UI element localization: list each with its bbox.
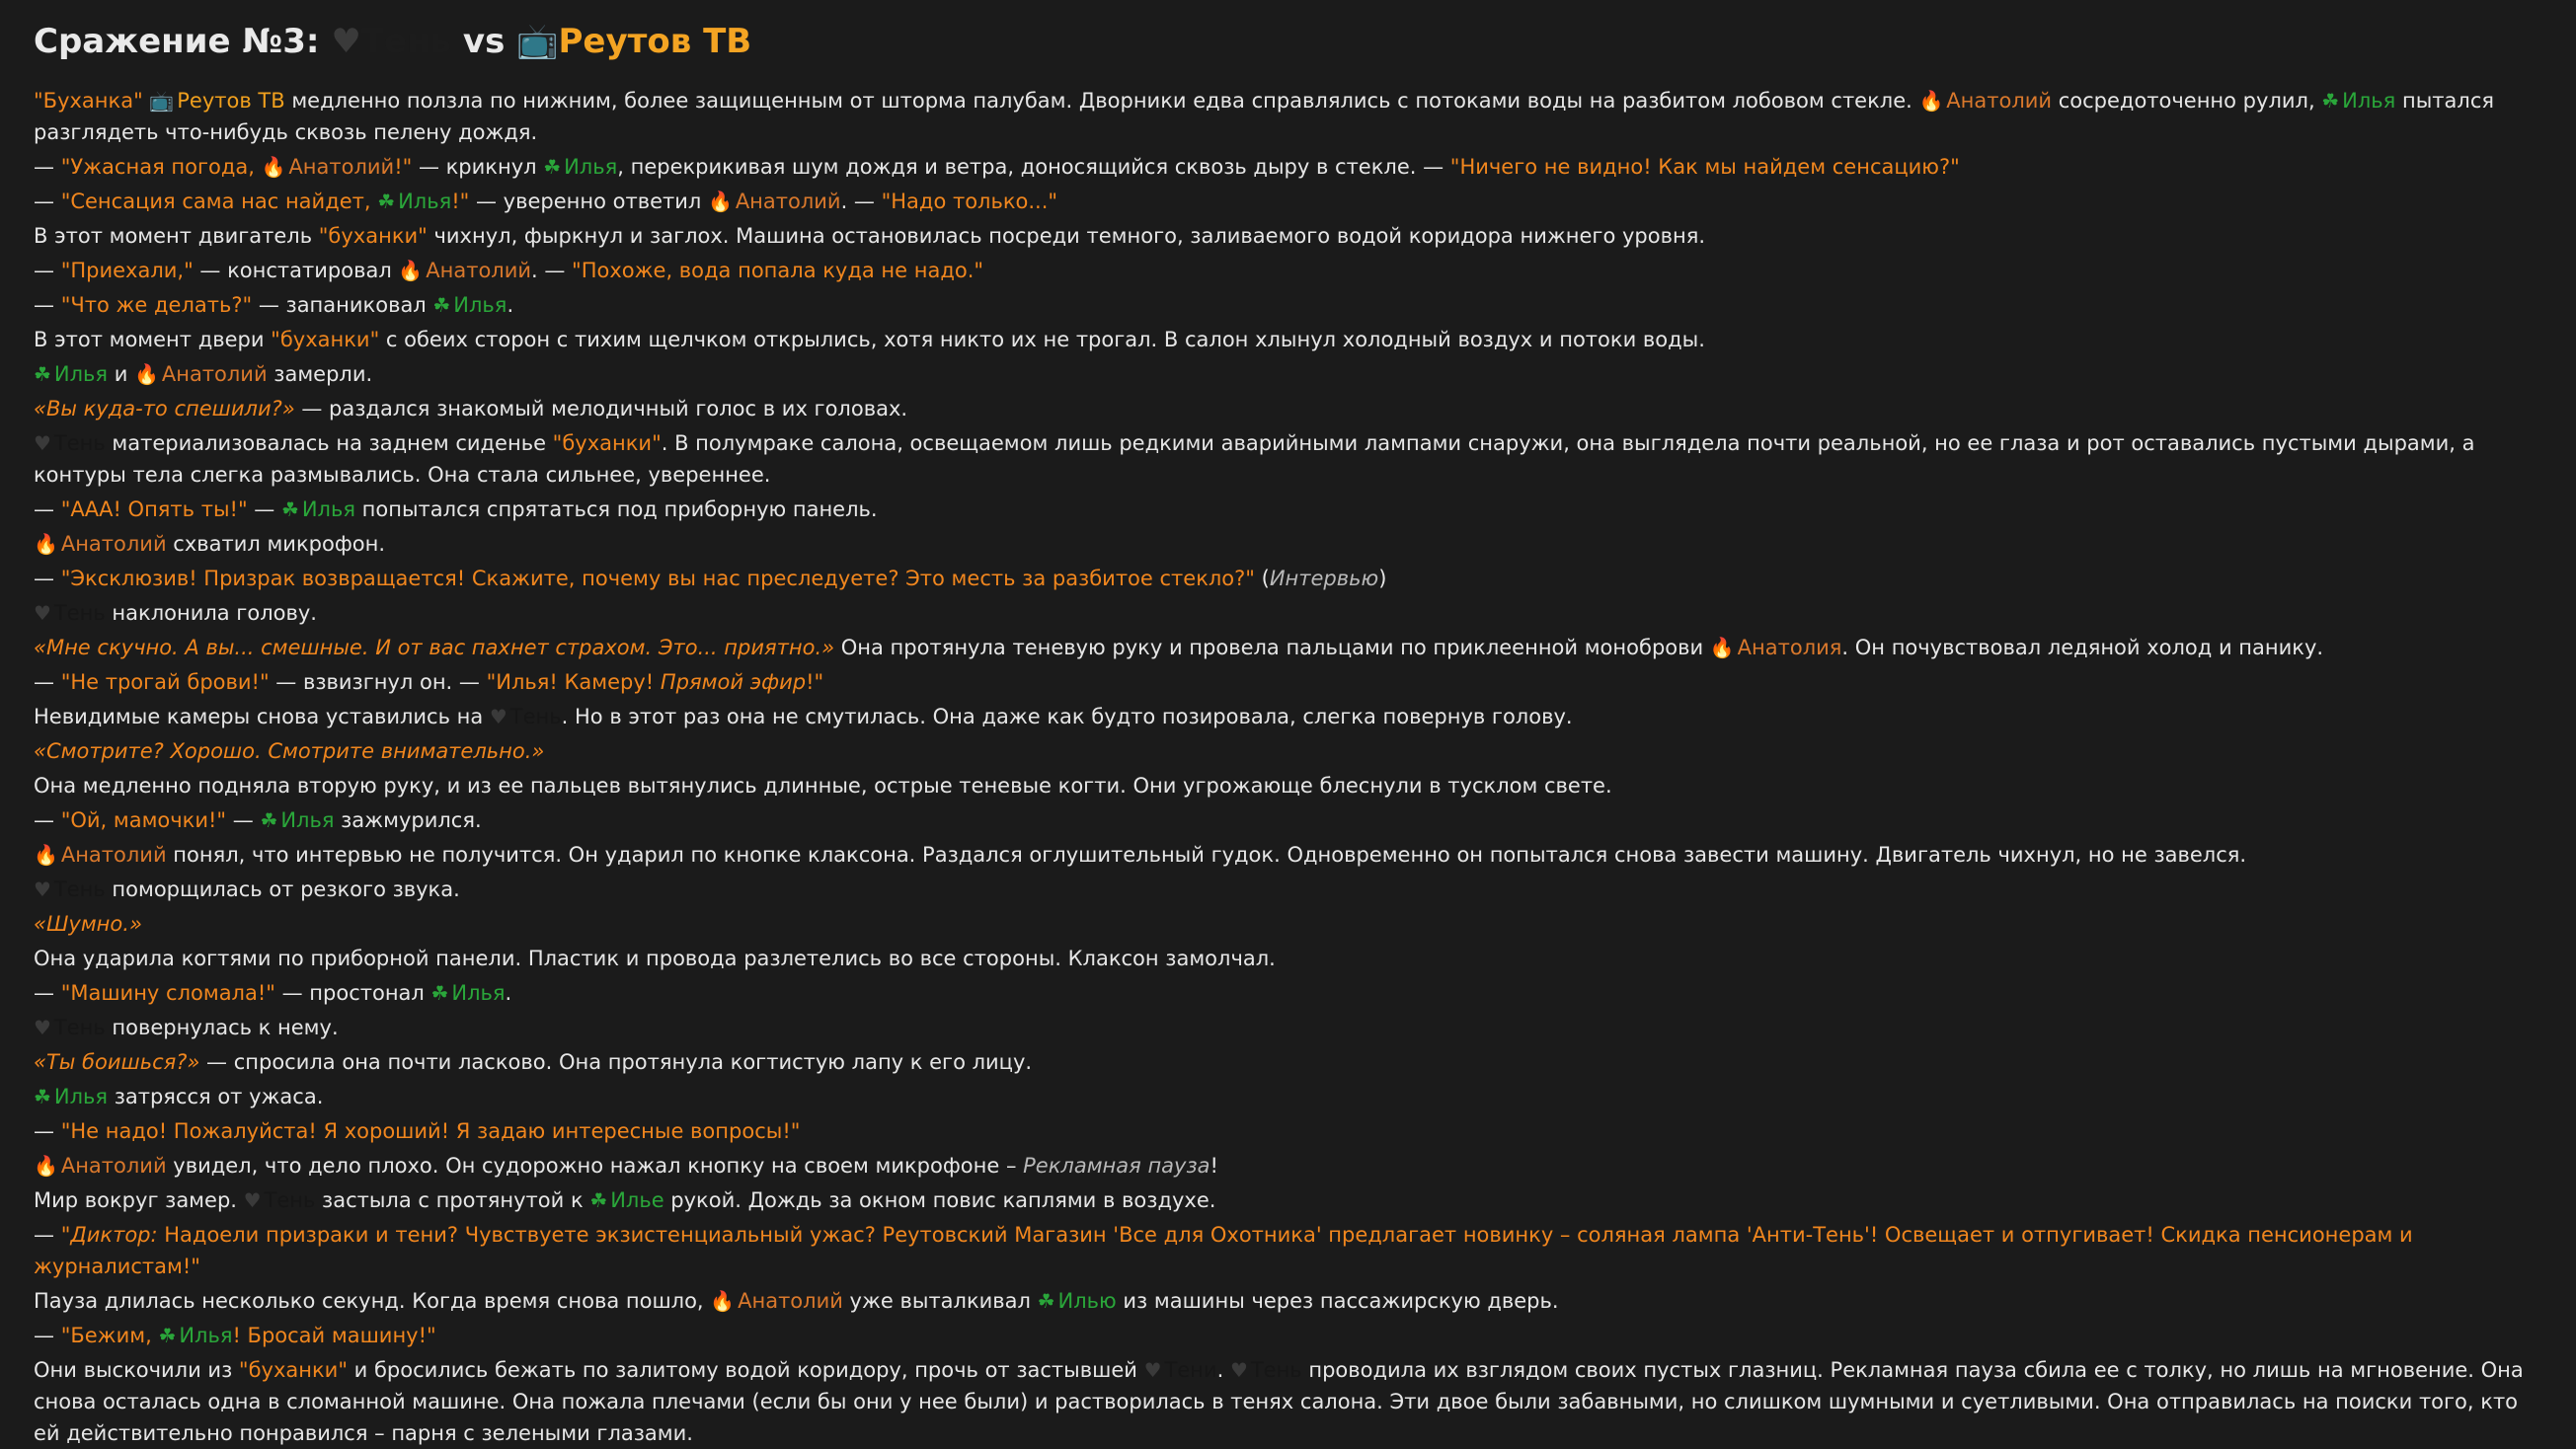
character-name: Анатолий xyxy=(161,362,268,386)
narration-text: . — xyxy=(531,259,573,282)
narration-text: — простонал xyxy=(274,981,431,1005)
story-line xyxy=(34,1012,2542,1043)
narration-text: — xyxy=(34,1119,61,1143)
character-name: Илья xyxy=(2342,89,2396,113)
narration-text: Пауза длилась несколько секунд. Когда время снова пошло, xyxy=(34,1289,711,1313)
character-name: Тень xyxy=(53,431,106,455)
narration-text: Она ударила когтями по приборной панели. Пластик и провода разлетелись во все стороны. Клаксон замолчал. xyxy=(34,947,1276,970)
shamrock-icon: ☘ xyxy=(1037,1289,1055,1313)
title-vs: vs xyxy=(462,22,506,61)
flame-icon: 🔥 xyxy=(134,362,159,386)
heart-icon: ♥ xyxy=(1143,1358,1162,1382)
story-line xyxy=(34,528,2542,560)
quote-text: "Илья! Камеру! xyxy=(486,670,661,694)
narration-text: чихнул, фыркнул и заглох. Машина остановилась посреди темного, заливаемого водой коридора нижнего уровня. xyxy=(427,224,1706,248)
quote-text: "ААА! Опять ты!" xyxy=(60,497,248,521)
character-name: Анатолий xyxy=(60,843,167,867)
character-ilya xyxy=(34,1085,108,1108)
flame-icon: 🔥 xyxy=(398,259,424,282)
character-ten xyxy=(34,601,106,625)
quote-text: "Не трогай брови!" xyxy=(60,670,270,694)
character-name: Реутов ТВ xyxy=(177,89,285,113)
shamrock-icon: ☘ xyxy=(2321,89,2340,113)
shamrock-icon: ☘ xyxy=(260,808,278,832)
quote-text: "Бежим, xyxy=(60,1324,159,1347)
narration-text: — xyxy=(34,259,61,282)
tv-icon: 📺 xyxy=(516,22,559,61)
character-name: Илья xyxy=(53,1085,109,1108)
narration-text: затрясся от ужаса. xyxy=(108,1085,324,1108)
story-line xyxy=(34,1115,2542,1147)
character-ilya xyxy=(543,155,617,179)
character-name: Анатолия xyxy=(1737,636,1842,659)
title-left-name: Тень xyxy=(360,22,452,61)
narration-text: поморщилась от резкого звука. xyxy=(105,877,460,901)
character-name: Анатолий xyxy=(735,190,841,213)
story-line xyxy=(34,666,2542,698)
story-line xyxy=(34,1219,2542,1282)
narration-text: и бросились бежать по залитому водой коридору, прочь от застывшей xyxy=(347,1358,1144,1382)
narration-text: — xyxy=(34,293,61,317)
narration-text: сосредоточенно рулил, xyxy=(2052,89,2322,113)
quote-text: "буханки" xyxy=(271,328,380,351)
heart-icon: ♥ xyxy=(34,601,51,625)
story-line xyxy=(34,874,2542,905)
character-anatoly xyxy=(34,532,167,556)
character-ten xyxy=(244,1188,316,1212)
narration-text: Она протянула теневую руку и провела пальцами по приклеенной моноброви xyxy=(834,636,1710,659)
quote-text: "Надо только..." xyxy=(881,190,1058,213)
story-line xyxy=(34,1354,2542,1449)
heart-icon: ♥ xyxy=(1229,1358,1248,1382)
character-anatoly xyxy=(708,190,841,213)
narration-text: — xyxy=(247,497,281,521)
quote-text: "буханки" xyxy=(552,431,662,455)
narration-text: В этот момент двери xyxy=(34,328,272,351)
narration-text: рукой. Дождь за окном повис каплями в воздухе. xyxy=(664,1188,1216,1212)
narration-text: ( xyxy=(1254,567,1270,590)
story-line xyxy=(34,804,2542,836)
narration-text: пытался разглядеть что-нибудь сквозь пелену дождя. xyxy=(34,89,2495,144)
quote-text: "буханки" xyxy=(238,1358,348,1382)
character-name: Анатолий xyxy=(1946,89,2053,113)
narration-text: понял, что интервью не получится. Он ударил по кнопке клаксона. Раздался оглушительный гудок. Одновременно он попытался снова завести машину. Двигатель чихнул, но не завелся. xyxy=(166,843,2247,867)
character-ilya xyxy=(2321,89,2395,113)
story-line xyxy=(34,701,2542,732)
heart-icon: ♥ xyxy=(489,705,507,728)
story-line xyxy=(34,1046,2542,1078)
flame-icon: 🔥 xyxy=(707,190,733,213)
character-name: Илья xyxy=(280,808,335,832)
character-name: Илью xyxy=(1057,1289,1117,1313)
character-anatoly xyxy=(1710,636,1842,659)
narration-text: ! xyxy=(1210,1154,1218,1178)
story-line xyxy=(34,943,2542,974)
narration-text: — раздался знакомый мелодичный голос в их головах. xyxy=(294,397,908,420)
shamrock-icon: ☘ xyxy=(543,155,562,179)
shamrock-icon: ☘ xyxy=(34,1085,51,1108)
narration-text: . xyxy=(505,981,512,1005)
narration-text: — xyxy=(34,670,61,694)
character-anatoly xyxy=(34,1154,167,1178)
shamrock-icon: ☘ xyxy=(34,362,51,386)
narration-text: и xyxy=(108,362,135,386)
narration-text: — взвизгнул он. — xyxy=(269,670,487,694)
character-ilya xyxy=(377,190,451,213)
narration-text: — xyxy=(226,808,261,832)
flame-icon: 🔥 xyxy=(710,1289,736,1313)
heart-icon: ♥ xyxy=(34,1016,51,1039)
story-line xyxy=(34,427,2542,491)
character-ten xyxy=(34,431,106,455)
quote-text: "Похоже, вода попала куда не надо." xyxy=(572,259,984,282)
narration-text: . xyxy=(1216,1358,1230,1382)
character-name: Тень xyxy=(264,1188,316,1212)
character-name: Илья xyxy=(564,155,618,179)
telepathy-text: Прямой эфир xyxy=(660,670,807,694)
character-name: Илья xyxy=(398,190,452,213)
character-name: Илья xyxy=(451,981,506,1005)
narration-text: уже выталкивал xyxy=(842,1289,1038,1313)
story-line xyxy=(34,393,2542,424)
story-line xyxy=(34,1285,2542,1317)
narration-text: увидел, что дело плохо. Он судорожно нажал кнопку на своем микрофоне – xyxy=(166,1154,1024,1178)
story-line xyxy=(34,494,2542,525)
character-name: Тень xyxy=(53,877,106,901)
story-line xyxy=(34,632,2542,663)
story-line xyxy=(34,186,2542,217)
story-line xyxy=(34,289,2542,321)
quote-text: Надоели призраки и тени? Чувствуете экзистенциальный ужас? Реутовский Магазин 'Все для Охотника' предлагает новинку – соляная лампа 'Анти-Тень'! Освещает и отпугивает! Скидка пенсионерам и журналистам!" xyxy=(34,1223,2413,1278)
shamrock-icon: ☘ xyxy=(377,190,396,213)
narration-text: зажмурился. xyxy=(334,808,482,832)
heart-icon: ♥ xyxy=(331,22,361,61)
narration-text: — xyxy=(34,981,61,1005)
narration-text: Невидимые камеры снова уставились на xyxy=(34,705,490,728)
story-line xyxy=(34,563,2542,594)
character-anatoly xyxy=(34,843,167,867)
character-name: Тени xyxy=(1164,1358,1217,1382)
narration-text: застыла с протянутой к xyxy=(315,1188,590,1212)
flame-icon: 🔥 xyxy=(261,155,286,179)
story-line xyxy=(34,220,2542,252)
narration-text: из машины через пассажирскую дверь. xyxy=(1116,1289,1559,1313)
narration-text: . В полумраке салона, освещаемом лишь редкими аварийными лампами снаружи, она выглядела почти реальной, но ее глаза и рот оставались пустыми дырами, а контуры тела слегка размывались. Она стала сильнее, увереннее. xyxy=(34,431,2475,487)
telepathy-text: «Мне скучно. А вы... смешные. И от вас пахнет страхом. Это... приятно.» xyxy=(34,636,835,659)
story-line xyxy=(34,1081,2542,1112)
quote-text: !" xyxy=(394,155,413,179)
quote-text: "Что же делать?" xyxy=(60,293,253,317)
quote-text: !" xyxy=(806,670,824,694)
character-ilya xyxy=(1038,1289,1117,1313)
narration-text: — xyxy=(34,1223,61,1247)
character-anatoly xyxy=(710,1289,843,1313)
shamrock-icon: ☘ xyxy=(430,981,449,1005)
character-name: Тень xyxy=(1250,1358,1302,1382)
narration-text: . Но в этот раз она не смутилась. Она даже как будто позировала, слегка повернув голову. xyxy=(561,705,1573,728)
character-name: Анатолий xyxy=(426,259,532,282)
quote-text: !" xyxy=(451,190,470,213)
quote-text: "Не надо! Пожалуйста! Я хороший! Я задаю интересные вопросы!" xyxy=(60,1119,801,1143)
heart-icon: ♥ xyxy=(34,431,51,455)
quote-text: "Сенсация сама нас найдет, xyxy=(60,190,378,213)
character-name: Илье xyxy=(610,1188,664,1212)
quote-text: "Машину сломала!" xyxy=(60,981,275,1005)
character-name: Тень xyxy=(509,705,562,728)
character-ten xyxy=(1144,1358,1217,1382)
character-anatoly xyxy=(134,362,268,386)
character-name: Илья xyxy=(453,293,507,317)
character-name: Анатолий xyxy=(60,532,167,556)
narration-text: В этот момент двигатель xyxy=(34,224,319,248)
narration-text: — xyxy=(34,190,61,213)
shamrock-icon: ☘ xyxy=(158,1324,177,1347)
telepathy-text: Диктор: xyxy=(70,1223,158,1247)
character-name: Анатолий xyxy=(288,155,395,179)
quote-text: "Буханка" xyxy=(34,89,143,113)
quote-text: " xyxy=(60,1223,71,1247)
narration-text: материализовалась на заднем сиденье xyxy=(105,431,553,455)
shamrock-icon: ☘ xyxy=(280,497,299,521)
quote-text: "Ничего не видно! Как мы найдем сенсацию?" xyxy=(1449,155,1960,179)
flame-icon: 🔥 xyxy=(1709,636,1735,659)
narration-text: Мир вокруг замер. xyxy=(34,1188,244,1212)
narration-text: Они выскочили из xyxy=(34,1358,239,1382)
heart-icon: ♥ xyxy=(34,877,51,901)
telepathy-text: «Шумно.» xyxy=(34,912,142,936)
narration-text: — уверенно ответил xyxy=(469,190,708,213)
character-name: Анатолий xyxy=(738,1289,843,1313)
narration-text: Она медленно подняла вторую руку, и из ее пальцев вытянулись длинные, острые теневые когти. Они угрожающе блеснули в тусклом свете. xyxy=(34,774,1612,798)
story-line xyxy=(34,1150,2542,1182)
heart-icon: ♥ xyxy=(243,1188,262,1212)
character-name: Илья xyxy=(53,362,109,386)
telepathy-text: «Ты боишься?» xyxy=(34,1050,200,1074)
quote-text: "буханки" xyxy=(318,224,428,248)
aside-text: Интервью xyxy=(1269,567,1379,590)
telepathy-text: «Вы куда-то спешили?» xyxy=(34,397,295,420)
quote-text: "Приехали," xyxy=(60,259,194,282)
page-title xyxy=(34,10,2542,73)
narration-text: — xyxy=(34,497,61,521)
narration-text: попытался спрятаться под приборную панель. xyxy=(354,497,878,521)
narration-text: проводила их взглядом своих пустых глазниц. Рекламная пауза сбила ее с толку, но лишь на мгновение. Она снова осталась одна в сломанной машине. Она пожала плечами (если бы они у нее были) и растворилась в тенях салона. Эти двое были забавными, но слишком шумными и суетливыми. Она отправилась на поиски того, кто ей действительно понравился – парня с зелеными глазами. xyxy=(34,1358,2524,1445)
story-line xyxy=(34,770,2542,801)
story-line xyxy=(34,151,2542,183)
character-anatoly xyxy=(398,259,531,282)
quote-text: "Ужасная погода, xyxy=(60,155,262,179)
character-name: Тень xyxy=(53,1016,106,1039)
character-ten xyxy=(1230,1358,1302,1382)
story-line xyxy=(34,255,2542,286)
aside-text: Рекламная пауза xyxy=(1023,1154,1210,1178)
narration-text: . — xyxy=(840,190,882,213)
flame-icon: 🔥 xyxy=(1918,89,1944,113)
tv-icon: 📺 xyxy=(149,89,175,113)
narration-text: схватил микрофон. xyxy=(166,532,386,556)
character-name: Тень xyxy=(53,601,106,625)
character-ilya xyxy=(158,1324,232,1347)
title-right-name: Реутов ТВ xyxy=(558,22,752,61)
story-line xyxy=(34,1320,2542,1351)
character-anatoly xyxy=(1918,89,2052,113)
character-ilya xyxy=(281,497,355,521)
character-ilya xyxy=(260,808,334,832)
shamrock-icon: ☘ xyxy=(589,1188,608,1212)
character-anatoly xyxy=(262,155,395,179)
story-line xyxy=(34,977,2542,1009)
character-name: Илья xyxy=(301,497,355,521)
character-name: Анатолий xyxy=(60,1154,167,1178)
character-ilya xyxy=(589,1188,664,1212)
narration-text: с обеих сторон с тихим щелчком открылись, хотя никто их не трогал. В салон хлынул холодный воздух и потоки воды. xyxy=(379,328,1705,351)
narration-text: — крикнул xyxy=(412,155,544,179)
flame-icon: 🔥 xyxy=(34,1154,58,1178)
quote-text: ! Бросай машину!" xyxy=(232,1324,436,1347)
quote-text: "Эксклюзив! Призрак возвращается! Скажите, почему вы нас преследуете? Это месть за разбитое стекло?" xyxy=(60,567,1255,590)
narration-text: — xyxy=(34,808,61,832)
character-name: Илья xyxy=(179,1324,233,1347)
character-ten xyxy=(490,705,562,728)
narration-text: , перекрикивая шум дождя и ветра, доносящийся сквозь дыру в стекле. — xyxy=(617,155,1450,179)
narration-text: — запаниковал xyxy=(252,293,433,317)
story-line xyxy=(34,324,2542,355)
narration-text: — xyxy=(34,1324,61,1347)
narration-text: повернулась к нему. xyxy=(105,1016,339,1039)
flame-icon: 🔥 xyxy=(34,532,58,556)
story-line xyxy=(34,358,2542,390)
narration-text: — констатировал xyxy=(193,259,399,282)
narration-text: ) xyxy=(1378,567,1387,590)
character-reutov xyxy=(149,89,284,113)
title-prefix: Сражение №3: xyxy=(34,22,320,61)
narration-text: . Он почувствовал ледяной холод и панику. xyxy=(1841,636,2324,659)
story-text xyxy=(34,85,2542,1449)
story-line xyxy=(34,597,2542,629)
character-ilya xyxy=(431,981,506,1005)
shamrock-icon: ☘ xyxy=(432,293,451,317)
narration-text: наклонила голову. xyxy=(105,601,317,625)
story-line xyxy=(34,85,2542,148)
flame-icon: 🔥 xyxy=(34,843,58,867)
story-line xyxy=(34,1184,2542,1216)
story-line xyxy=(34,908,2542,940)
character-ilya xyxy=(432,293,507,317)
character-ilya xyxy=(34,362,108,386)
narration-text: замерли. xyxy=(267,362,373,386)
quote-text: "Ой, мамочки!" xyxy=(60,808,227,832)
character-ten xyxy=(34,877,106,901)
narration-text: — спросила она почти ласково. Она протянула когтистую лапу к его лицу. xyxy=(199,1050,1033,1074)
narration-text: . xyxy=(507,293,514,317)
character-ten xyxy=(34,1016,106,1039)
story-line xyxy=(34,839,2542,871)
narration-text: медленно ползла по нижним, более защищенным от шторма палубам. Дворники едва справлялись с потоками воды на разбитом лобовом стекле. xyxy=(284,89,1919,113)
telepathy-text: «Смотрите? Хорошо. Смотрите внимательно.» xyxy=(34,739,545,763)
story-line xyxy=(34,735,2542,767)
narration-text: — xyxy=(34,155,61,179)
narration-text: — xyxy=(34,567,61,590)
